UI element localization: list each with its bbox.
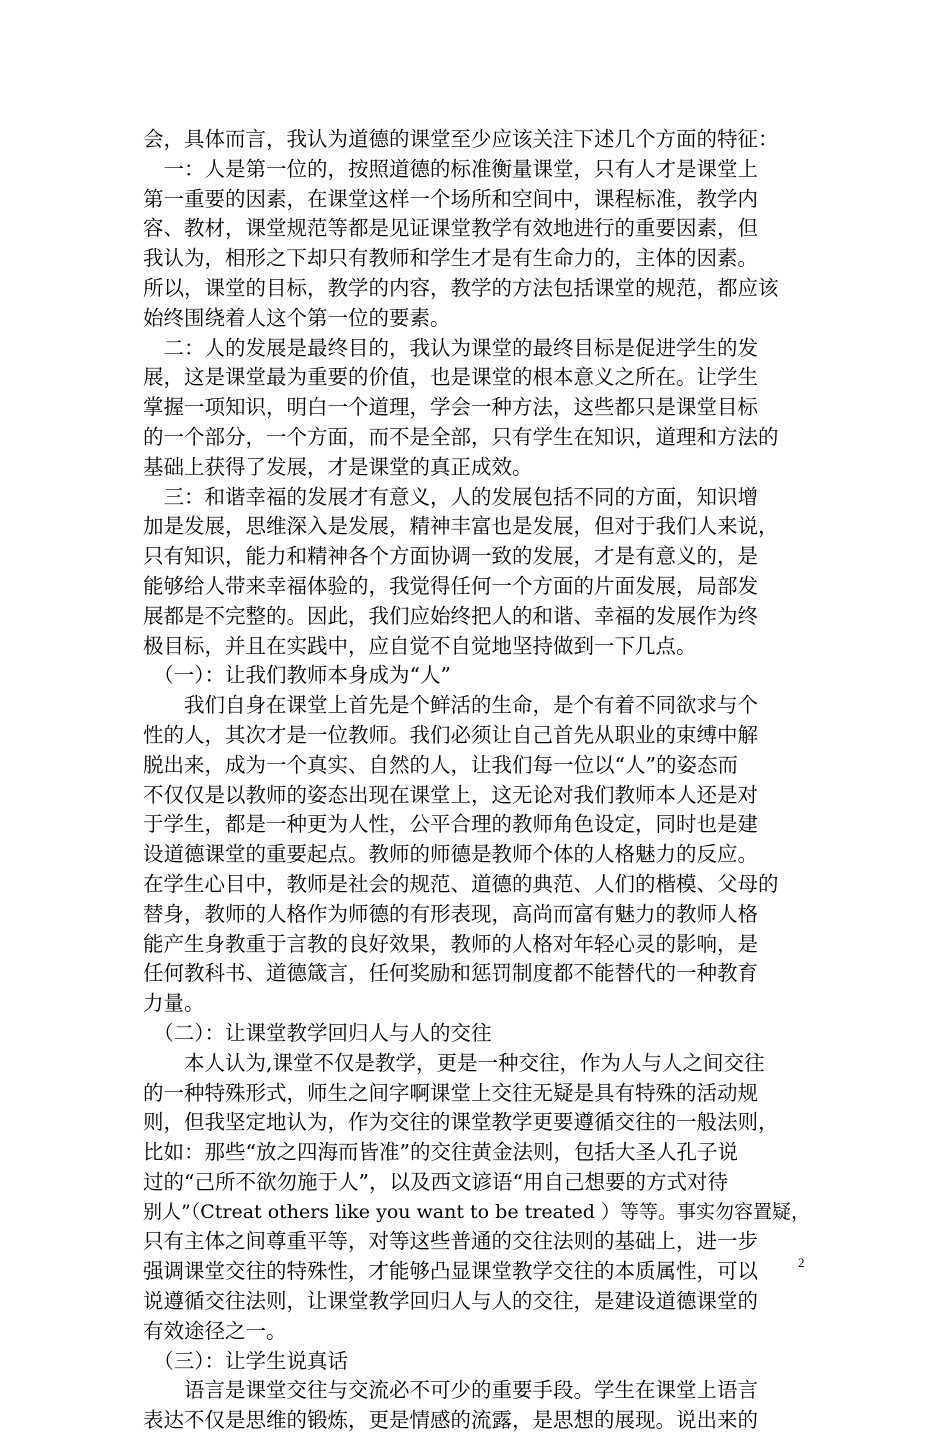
text-line: 则，但我坚定地认为，作为交往的课堂教学更要遵循交往的一般法则， [143, 1110, 779, 1135]
text-line: 别人”（Ctreat others like you want to be treated ）等等。事实勿容置疑， [143, 1200, 810, 1223]
text-line: 设道德课堂的重要起点。教师的师德是教师个体的人格魅力的反应。 [143, 842, 758, 867]
text-line: 于学生，都是一种更为人性，公平合理的教师角色设定，同时也是建 [143, 812, 758, 837]
text-line: 不仅仅是以教师的姿态出现在课堂上，这无论对我们教师本人还是对 [143, 782, 758, 807]
text-line: 的一种特殊形式，师生之间字啊课堂上交往无疑是具有特殊的活动规 [143, 1080, 758, 1105]
text-line: 掌握一项知识，明白一个道理，学会一种方法，这些都只是课堂目标 [143, 395, 758, 420]
text-line: 我认为，相形之下却只有教师和学生才是有生命力的，主体的因素。 [143, 246, 758, 271]
text-line: 极目标，并且在实践中，应自觉不自觉地坚持做到一下几点。 [143, 633, 697, 658]
text-line: 我们自身在课堂上首先是个鲜活的生命，是个有着不同欲求与个 [143, 693, 758, 718]
text-line: 能够给人带来幸福体验的，我觉得任何一个方面的片面发展，局部发 [143, 573, 758, 598]
text-line: 能产生身教重于言教的良好效果，教师的人格对年轻心灵的影响，是 [143, 931, 758, 956]
text-line: 一：人是第一位的，按照道德的标准衡量课堂，只有人才是课堂上 [143, 156, 758, 181]
text-line: （二）：让课堂教学回归人与人的交往 [143, 1020, 492, 1045]
text-line: 任何教科书、道德箴言，任何奖励和惩罚制度都不能替代的一种教育 [143, 961, 758, 986]
text-line: 第一重要的因素，在课堂这样一个场所和空间中，课程标准，教学内 [143, 186, 758, 211]
text-line: 语言是课堂交往与交流必不可少的重要手段。学生在课堂上语言 [143, 1378, 758, 1403]
text-line: 表达不仅是思维的锻炼，更是情感的流露，是思想的展现。说出来的 [143, 1408, 758, 1433]
text-line: 替身，教师的人格作为师德的有形表现，高尚而富有魅力的教师人格 [143, 901, 758, 926]
text-line: 力量。 [143, 991, 205, 1016]
text-line: 会，具体而言，我认为道德的课堂至少应该关注下述几个方面的特征： [143, 127, 779, 151]
text-line: （三）：让学生说真话 [143, 1348, 348, 1373]
text-line: 展，这是课堂最为重要的价值，也是课堂的根本意义之所在。让学生 [143, 365, 758, 390]
text-line: 三：和谐幸福的发展才有意义，人的发展包括不同的方面，知识增 [143, 484, 758, 509]
text-line: 容、教材，课堂规范等都是见证课堂教学有效地进行的重要因素，但 [143, 216, 758, 241]
text-line: 基础上获得了发展，才是课堂的真正成效。 [143, 454, 533, 479]
text-line: 加是发展，思维深入是发展，精神丰富也是发展，但对于我们人来说， [143, 514, 779, 539]
text-line: 只有知识，能力和精神各个方面协调一致的发展，才是有意义的，是 [143, 544, 758, 569]
text-line: 说遵循交往法则，让课堂教学回归人与人的交往，是建设道德课堂的 [143, 1289, 758, 1314]
text-line: 只有主体之间尊重平等，对等这些普通的交往法则的基础上，进一步 [143, 1229, 758, 1254]
text-line: 脱出来，成为一个真实、自然的人，让我们每一位以“人”的姿态而 [143, 752, 738, 777]
text-line: 过的“己所不欲勿施于人”，以及西文谚语“用自己想要的方式对待 [143, 1169, 728, 1194]
text-line: （一）：让我们教师本身成为“人” [143, 663, 451, 688]
text-line: 二：人的发展是最终目的，我认为课堂的最终目标是促进学生的发 [143, 335, 758, 360]
text-line: 性的人，其次才是一位教师。我们必须让自己首先从职业的束缚中解 [143, 722, 758, 747]
text-line: 展都是不完整的。因此，我们应始终把人的和谐、幸福的发展作为终 [143, 603, 758, 628]
text-line: 强调课堂交往的特殊性，才能够凸显课堂教学交往的本质属性，可以 [143, 1259, 758, 1284]
text-line: 本人认为,课堂不仅是教学，更是一种交往，作为人与人之间交往 [143, 1050, 765, 1075]
text-line: 所以，课堂的目标，教学的内容，教学的方法包括课堂的规范，都应该 [143, 275, 779, 300]
text-line: 有效途径之一。 [143, 1318, 287, 1343]
text-line: 比如：那些“放之四海而皆准”的交往黄金法则，包括大圣人孔子说 [143, 1140, 738, 1165]
text-line: 在学生心目中，教师是社会的规范、道德的典范、人们的楷模、父母的 [143, 871, 779, 896]
text-line: 始终围绕着人这个第一位的要素。 [143, 305, 451, 330]
page-number: 2 [798, 1255, 805, 1270]
text-line: 的一个部分，一个方面，而不是全部，只有学生在知识，道理和方法的 [143, 424, 779, 449]
document-body [143, 125, 811, 1436]
